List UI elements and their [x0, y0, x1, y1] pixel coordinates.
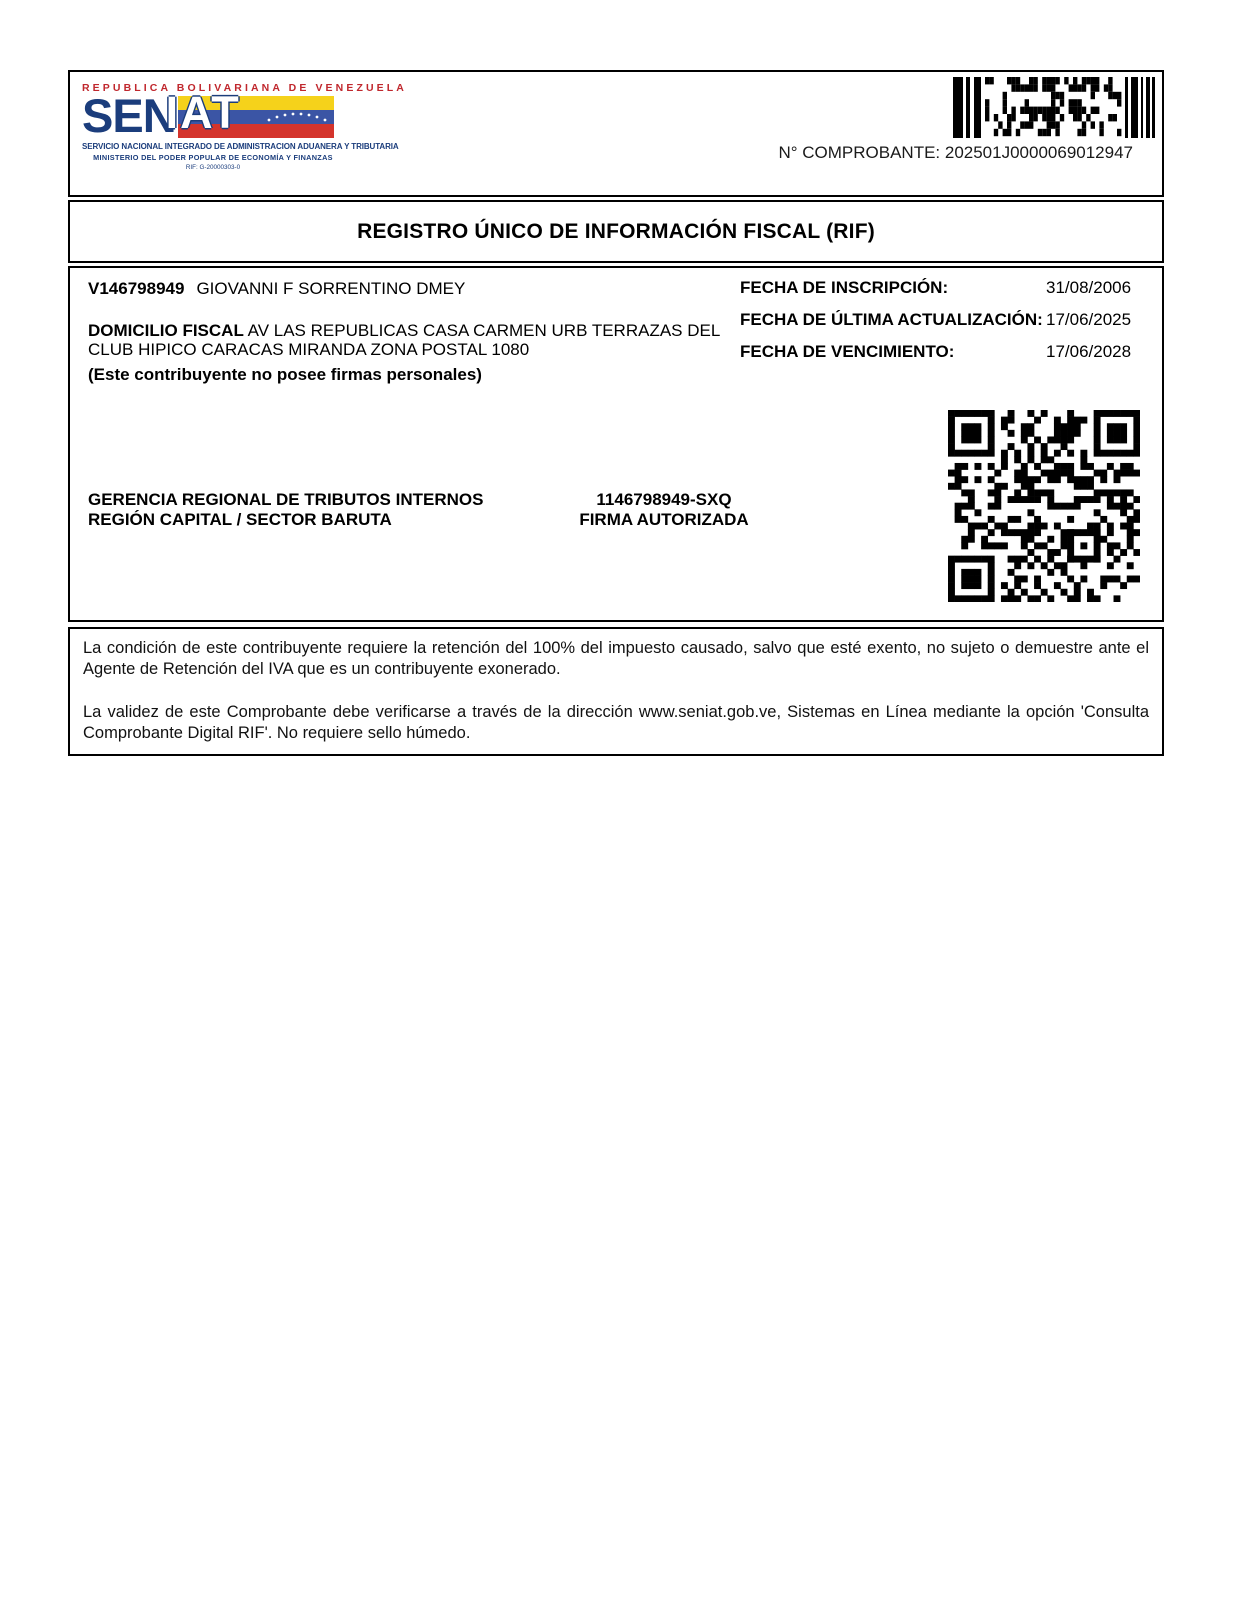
firma-code: 1146798949-SXQ: [596, 490, 732, 509]
domicilio-label: DOMICILIO FISCAL: [88, 321, 244, 340]
retention-note: La condición de este contribuyente requiere la retención del 100% del impuesto causado, salvo que esté exento, no sujeto o demuestre ante el Agente de Retención del IVA que es un contribuyente exonerado.: [83, 639, 1149, 678]
venezuela-flag-icon: [165, 87, 334, 138]
date-row-inscripcion: [740, 278, 1150, 310]
validity-note: La validez de este Comprobante debe verificarse a través de la dirección www.seniat.gob.ve, Sistemas en Línea mediante la opción 'Consulta Comprobante Digital RIF'. No requiere sello húmedo.: [83, 703, 1149, 742]
footer-notes-section: [68, 627, 1164, 756]
logo-ministry-line: MINISTERIO DEL PODER POPULAR DE ECONOMÍA Y FINANZAS: [93, 153, 333, 162]
vencimiento-value: 17/06/2028: [1046, 342, 1132, 361]
flag-stars-icon: [266, 111, 328, 129]
dates-block: [740, 278, 1150, 374]
taxpayer-section: [68, 266, 1164, 622]
header-section: [68, 70, 1164, 197]
logo-service-line: SERVICIO NACIONAL INTEGRADO DE ADMINISTRACION ADUANERA Y TRIBUTARIA: [82, 142, 399, 151]
taxpayer-name: GIOVANNI F SORRENTINO DMEY: [196, 279, 466, 298]
date-row-vencimiento: [740, 342, 1150, 374]
logo-sen-text: SEN: [82, 89, 176, 142]
domicilio-fiscal: [88, 321, 743, 359]
inscripcion-label: FECHA DE INSCRIPCIÓN:: [740, 278, 949, 297]
gerencia-block: [88, 490, 483, 530]
vencimiento-label: FECHA DE VENCIMIENTO:: [740, 342, 955, 361]
domicilio-text: AV LAS REPUBLICAS CASA CARMEN URB TERRAZAS DEL CLUB HIPICO CARACAS MIRANDA ZONA POSTAL 1080: [88, 321, 720, 359]
taxpayer-rif-number: V146798949: [88, 279, 185, 298]
date-row-actualizacion: [740, 310, 1150, 342]
logo-rif-line: RIF: G-20000303-0: [185, 164, 241, 171]
actualizacion-label: FECHA DE ÚLTIMA ACTUALIZACIÓN:: [740, 310, 1043, 329]
seniat-logo: [82, 82, 407, 171]
title-section: [68, 200, 1164, 263]
taxpayer-id-line: [88, 279, 465, 299]
comprobante-number: N° COMPROBANTE: 202501J0000069012947: [778, 143, 1133, 162]
gerencia-line1: GERENCIA REGIONAL DE TRIBUTOS INTERNOS: [88, 490, 484, 509]
rif-document: [68, 70, 1164, 756]
gerencia-line2: REGIÓN CAPITAL / SECTOR BARUTA: [88, 510, 392, 529]
verification-qr-code: [948, 410, 1140, 607]
actualizacion-value: 17/06/2025: [1046, 310, 1132, 329]
document-title: REGISTRO ÚNICO DE INFORMACIÓN FISCAL (RIF): [357, 219, 875, 243]
comprobante-barcode: [953, 77, 1155, 143]
inscripcion-value: 31/08/2006: [1046, 278, 1132, 297]
logo-country-line: REPUBLICA BOLIVARIANA DE VENEZUELA: [82, 82, 407, 94]
firma-block: [518, 490, 810, 530]
logo-iat-text: IAT: [165, 87, 241, 138]
firmas-note: (Este contribuyente no posee firmas personales): [88, 365, 482, 384]
firma-label: FIRMA AUTORIZADA: [579, 510, 749, 529]
